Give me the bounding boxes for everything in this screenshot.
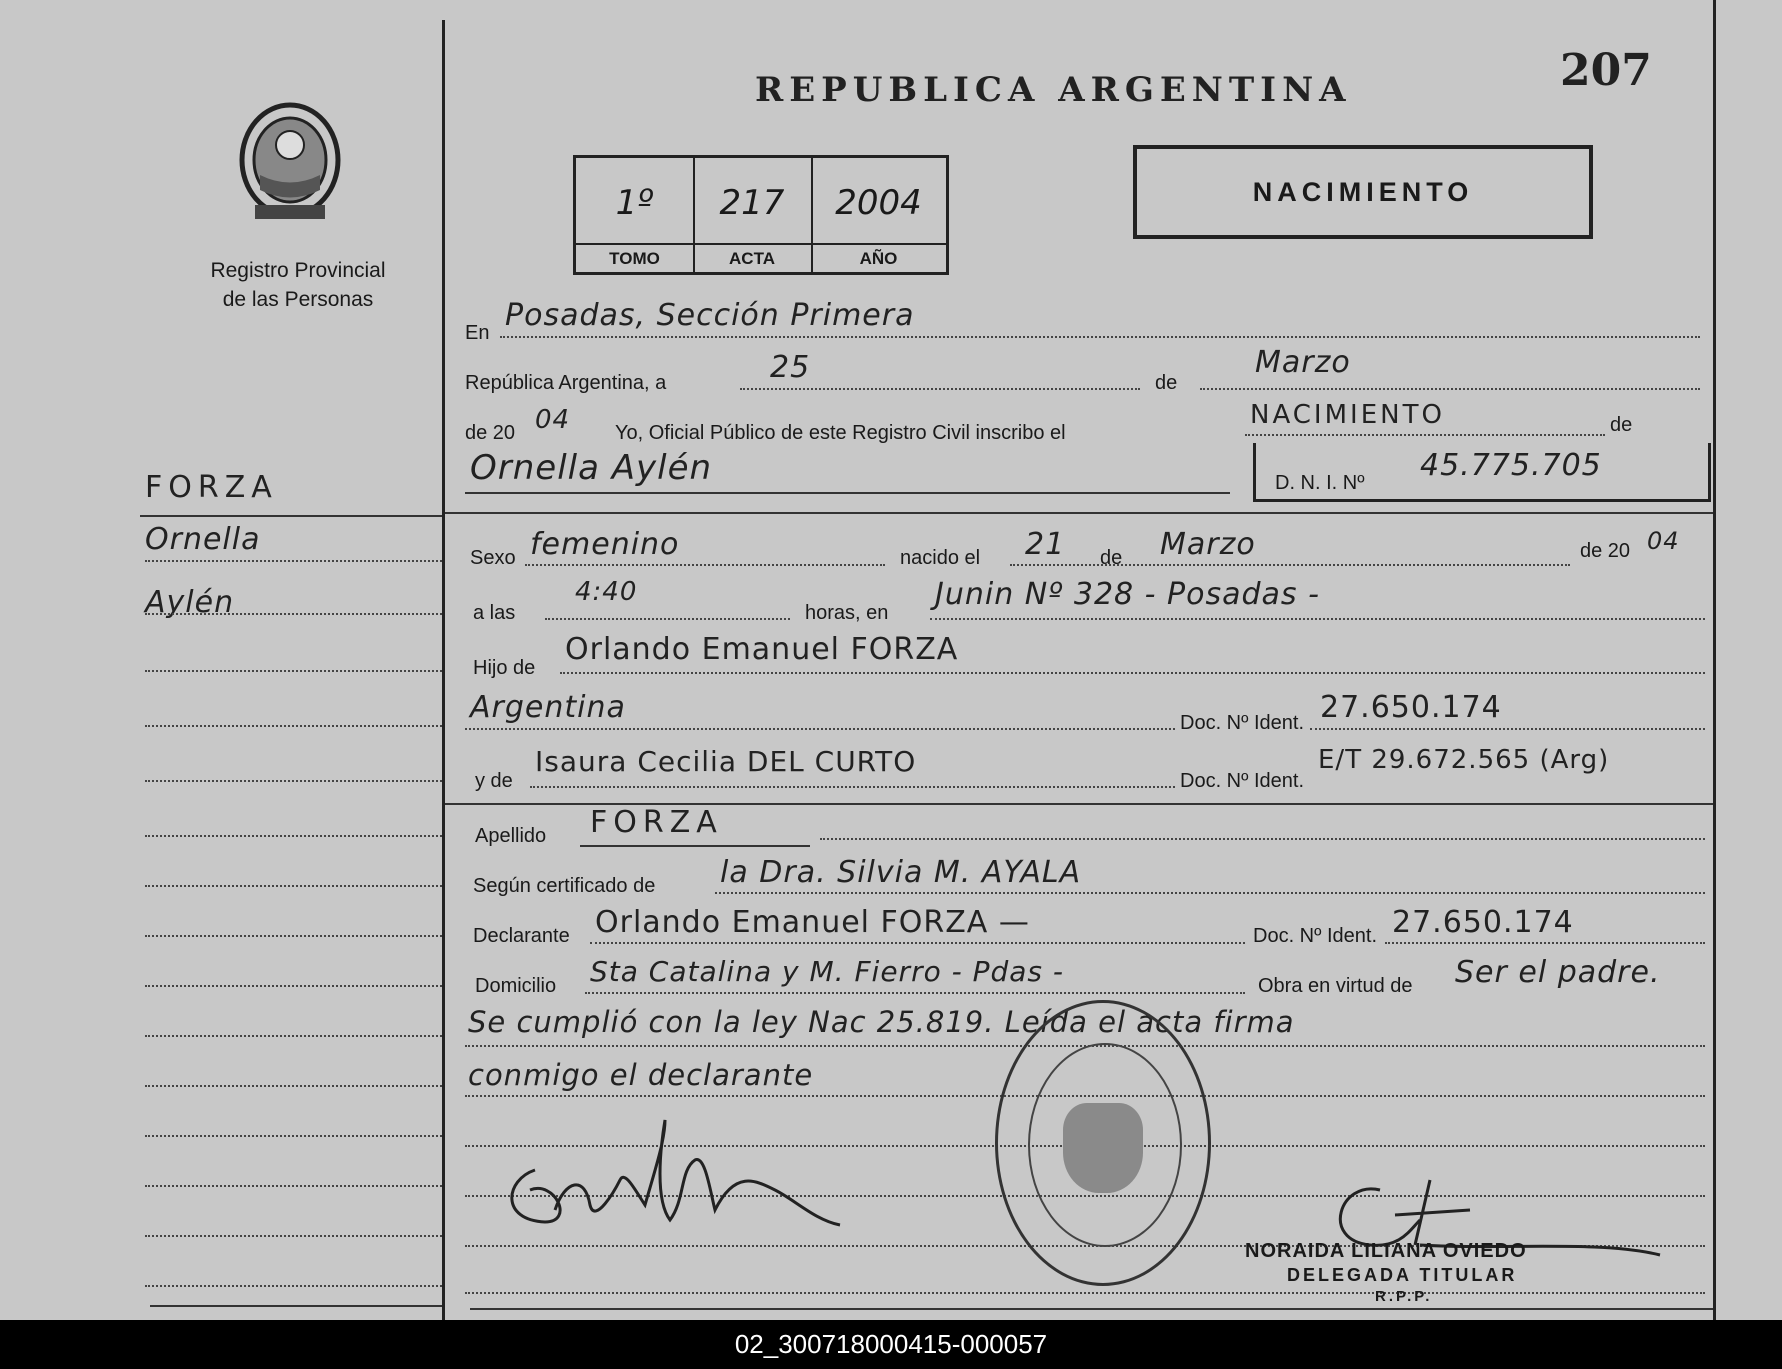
segun-label: Según certificado de (473, 875, 656, 897)
margin-rule (140, 515, 442, 517)
mother-doc-value: E/T 29.672.565 (Arg) (1318, 745, 1610, 775)
place-value: Posadas, Sección Primera (505, 298, 915, 333)
de-label: de (1155, 372, 1178, 394)
margin-line (145, 985, 442, 987)
a-las-label: a las (473, 602, 516, 624)
ano-cell (811, 158, 946, 272)
father-value: Orlando Emanuel FORZA (565, 632, 959, 667)
doc-label-2: Doc. Nº Ident. (1180, 770, 1305, 792)
margin-line (145, 1085, 442, 1087)
seal-crest (1063, 1103, 1143, 1193)
bottom-rule (470, 1308, 1713, 1310)
certificado-line (715, 892, 1705, 894)
domicilio-label: Domicilio (475, 975, 557, 997)
en-label: En (465, 322, 490, 344)
declarante-label: Declarante (473, 925, 570, 947)
section-rule (445, 512, 1713, 514)
margin-line (145, 1235, 442, 1237)
hour-line (545, 618, 790, 620)
de-label-3: de (1100, 547, 1123, 569)
nacido-label: nacido el (900, 547, 981, 569)
note-rule-6 (465, 1292, 1705, 1294)
obra-label: Obra en virtud de (1258, 975, 1413, 997)
year-prefix-label: de 20 (465, 422, 516, 444)
declarante-value: Orlando Emanuel FORZA — (595, 905, 1030, 940)
mother-line (530, 786, 1175, 788)
tomo-label: TOMO (576, 243, 693, 269)
registry-line-1: Registro Provincial (210, 259, 386, 282)
birth-month-value: Marzo (1160, 527, 1256, 562)
margin-line (145, 670, 442, 672)
acta-cell (693, 158, 813, 272)
ano-value: 2004 (835, 183, 922, 223)
hour-value: 4:40 (575, 577, 638, 607)
father-doc-value: 27.650.174 (1320, 690, 1502, 725)
scan-id-footer: 02_300718000415-000057 (0, 1320, 1782, 1369)
margin-line (145, 613, 442, 615)
declarant-signature (495, 1110, 855, 1240)
father-nat-line (465, 728, 1175, 730)
record-id-table (573, 155, 949, 275)
page-title: REPUBLICA ARGENTINA (755, 70, 1352, 110)
record-type-label: NACIMIENTO (1252, 177, 1474, 207)
margin-line (145, 725, 442, 727)
mother-value: Isaura Cecilia DEL CURTO (535, 745, 917, 778)
registry-line-2: de las Personas (222, 288, 374, 311)
father-doc-line (1310, 728, 1705, 730)
tomo-cell (576, 158, 695, 272)
province-crest-logo (230, 95, 350, 225)
father-line (560, 672, 1705, 674)
dni-value: 45.775.705 (1420, 448, 1602, 483)
doc-label: Doc. Nº Ident. (1180, 712, 1305, 734)
day-value: 25 (770, 350, 811, 385)
declarante-doc-line (1385, 942, 1705, 944)
ano-label: AÑO (811, 243, 946, 269)
margin-line (145, 560, 442, 562)
apellido-underline (580, 845, 810, 847)
sexo-line (525, 564, 885, 566)
sexo-label: Sexo (470, 547, 516, 569)
year-suffix-value: 04 (535, 405, 571, 435)
child-name-line (465, 492, 1230, 494)
margin-line (145, 780, 442, 782)
margin-line (145, 1185, 442, 1187)
apellido-value: FORZA (590, 805, 723, 840)
margin-line (145, 885, 442, 887)
de-label-2: de (1610, 414, 1633, 436)
officer-role: DELEGADA TITULAR (1287, 1265, 1518, 1285)
certificado-value: la Dra. Silvia M. AYALA (720, 855, 1082, 890)
right-border (1713, 0, 1716, 1320)
margin-surname: FORZA (145, 470, 278, 505)
margin-name-1: Ornella (145, 522, 261, 557)
official-seal (995, 1000, 1211, 1286)
margin-name-2: Aylén (145, 585, 235, 620)
domicilio-value: Sta Catalina y M. Fierro - Pdas - (590, 955, 1065, 988)
apellido-line (820, 838, 1705, 840)
father-nat-value: Argentina (470, 690, 626, 725)
margin-line (145, 1285, 442, 1287)
birth-place-value: Junin Nº 328 - Posadas - (935, 577, 1320, 612)
declarante-line (590, 942, 1245, 944)
place-line (500, 336, 1700, 338)
obra-value: Ser el padre. (1455, 955, 1661, 990)
note-line-1: Se cumplió con la ley Nac 25.819. Leída el acta firma (468, 1005, 1295, 1039)
margin-line (145, 835, 442, 837)
margin-line (145, 935, 442, 937)
officer-sub: R.P.P. (1375, 1288, 1433, 1305)
yo-label: Yo, Oficial Público de este Registro Civil inscribo el (615, 422, 1066, 444)
folio-number: 207 (1560, 45, 1652, 96)
margin-rule (150, 1305, 442, 1307)
acta-value: 217 (719, 183, 785, 223)
margin-line (145, 1035, 442, 1037)
birth-day-value: 21 (1025, 527, 1066, 562)
registry-name (168, 256, 428, 314)
child-name-value: Ornella Aylén (470, 448, 713, 488)
domicilio-line (585, 992, 1245, 994)
margin-line (145, 1135, 442, 1137)
day-line (740, 388, 1140, 390)
horas-label: horas, en (805, 602, 889, 624)
y-de-label: y de (475, 770, 513, 792)
left-divider (442, 20, 445, 1320)
birth-year-suffix: 04 (1647, 527, 1680, 555)
birth-line (1010, 564, 1570, 566)
birth-place-line (930, 618, 1705, 620)
officer-name: NORAIDA LILIANA OVIEDO (1245, 1240, 1527, 1262)
sexo-value: femenino (530, 527, 680, 562)
event-value: NACIMIENTO (1250, 400, 1445, 430)
dni-label: D. N. I. Nº (1275, 472, 1365, 494)
hijo-label: Hijo de (473, 657, 536, 679)
month-line (1200, 388, 1700, 390)
republica-label: República Argentina, a (465, 372, 667, 394)
doc-label-3: Doc. Nº Ident. (1253, 925, 1378, 947)
declarante-doc-value: 27.650.174 (1392, 905, 1574, 940)
event-line (1245, 434, 1605, 436)
acta-label: ACTA (693, 243, 811, 269)
note-line-2: conmigo el declarante (468, 1058, 814, 1092)
birth-year-prefix: de 20 (1580, 540, 1631, 562)
tomo-value: 1º (615, 183, 654, 223)
apellido-label: Apellido (475, 825, 547, 847)
record-type-box (1133, 145, 1593, 239)
month-value: Marzo (1255, 345, 1351, 380)
